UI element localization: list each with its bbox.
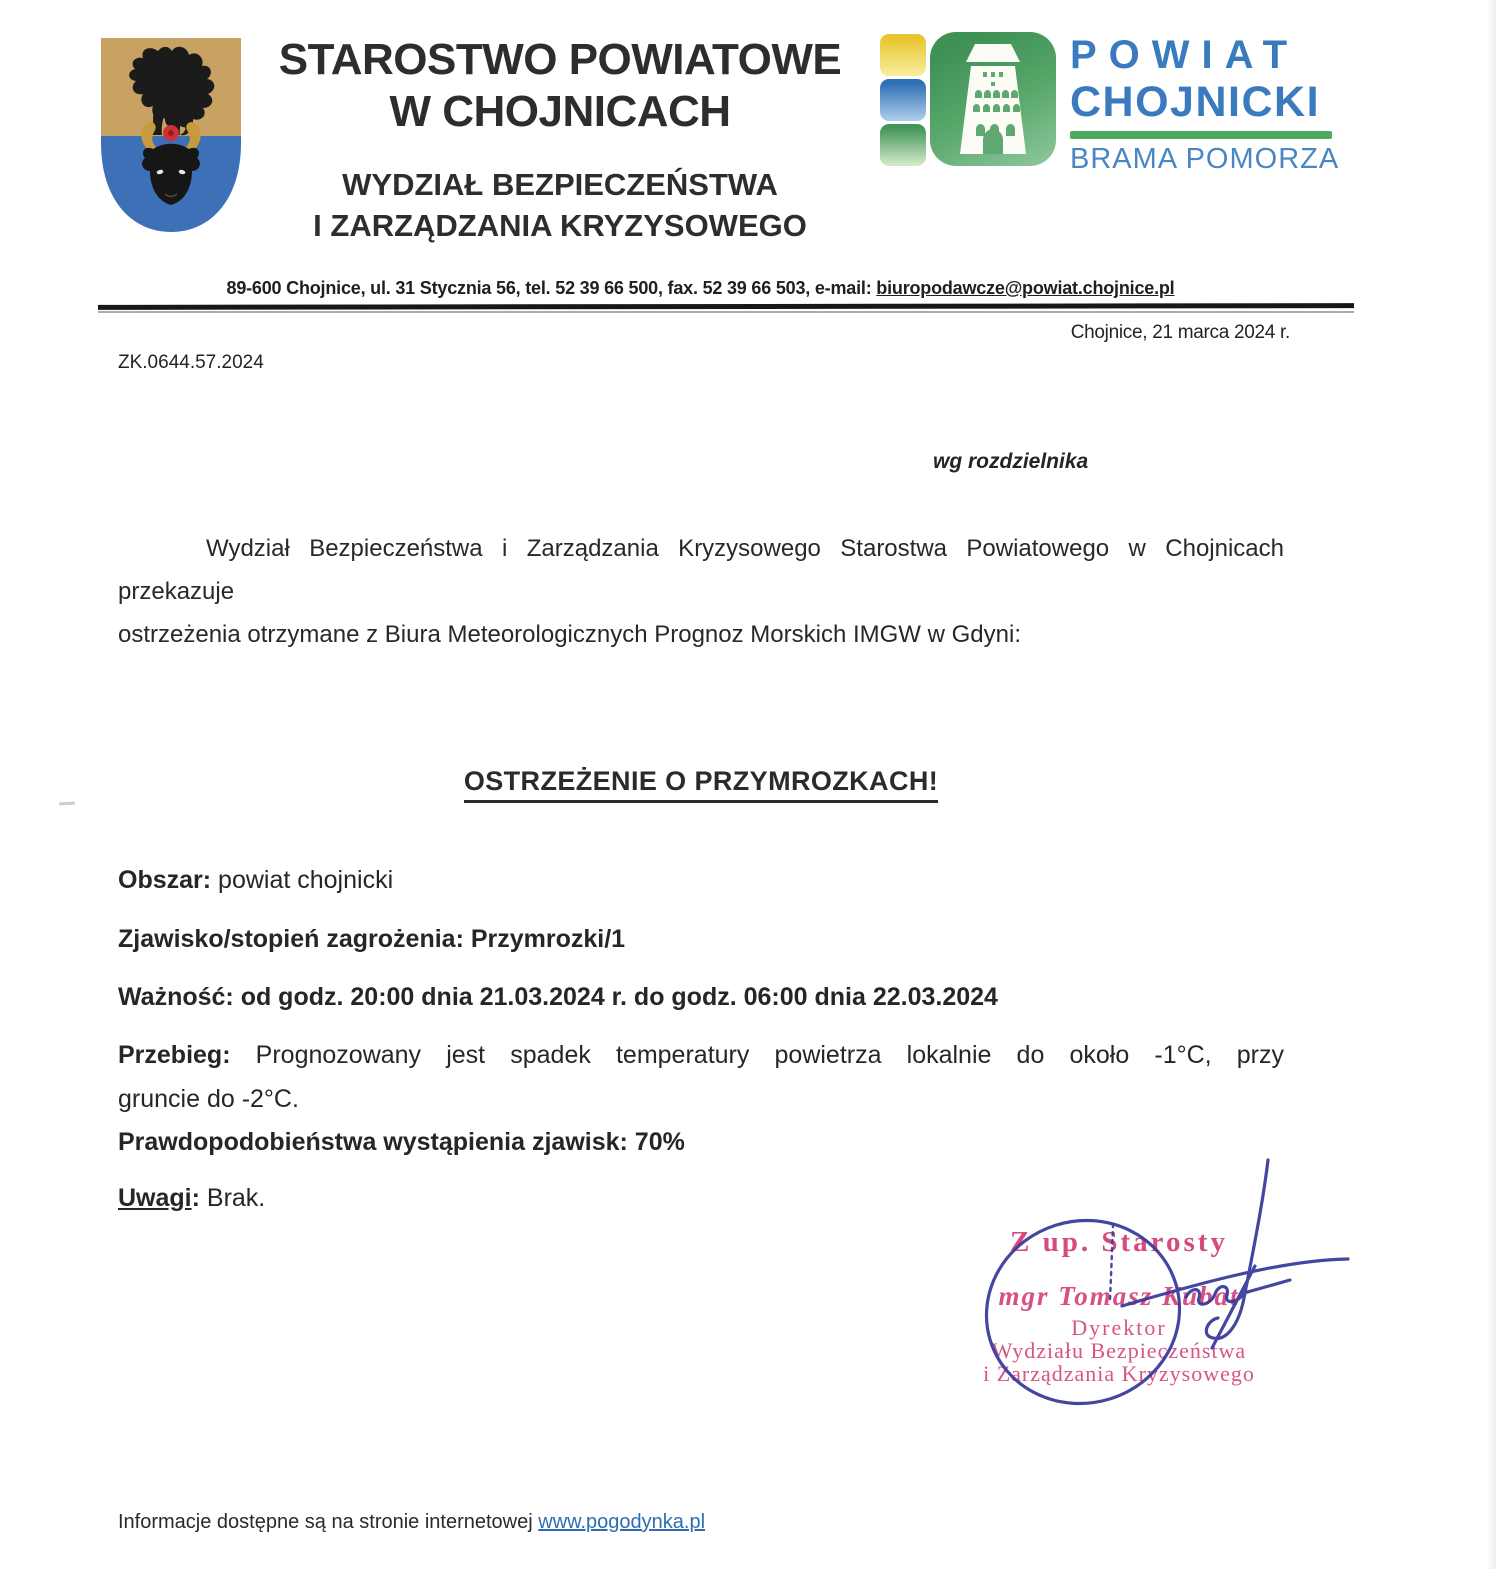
gate-tower-icon xyxy=(930,32,1056,166)
department-name xyxy=(290,164,830,246)
detail-course-value1: Prognozowany jest spadek temperatury powietrza lokalnie do około -1°C, przy xyxy=(230,1041,1284,1069)
detail-course-line2: gruncie do -2°C. xyxy=(118,1085,299,1113)
org-name-line1: STAROSTWO POWIATOWE xyxy=(278,35,842,84)
logo-square-blue xyxy=(880,79,926,121)
header-rule xyxy=(98,303,1354,310)
detail-validity xyxy=(118,975,1284,1019)
intro-line1: Wydział Bezpieczeństwa i Zarządzania Kryzysowego Starostwa Powiatowego w Chojnicach przekazuje xyxy=(118,535,1284,605)
distribution-note: wg rozdzielnika xyxy=(933,450,1089,473)
contact-text: 89-600 Chojnice, ul. 31 Stycznia 56, tel. 52 39 66 500, fax. 52 39 66 503, e-mail: xyxy=(226,278,877,298)
detail-remarks-label: Uwagi xyxy=(118,1184,192,1212)
chojnice-county-coat-of-arms xyxy=(95,33,247,238)
detail-remarks-value: Brak. xyxy=(199,1184,266,1212)
logo-green-bar xyxy=(1070,131,1332,139)
warning-title: OSTRZEŻENIE O PRZYMROZKACH! xyxy=(118,766,1284,803)
detail-area xyxy=(118,858,1284,902)
intro-paragraph xyxy=(118,527,1284,656)
stamp-dept-line1: Wydziału Bezpieczeństwa xyxy=(991,1338,1247,1363)
header-rule-shadow xyxy=(98,311,1354,313)
stamp-position: Dyrektor xyxy=(1071,1315,1167,1340)
department-line1: WYDZIAŁ BEZPIECZEŃSTWA xyxy=(342,167,778,202)
detail-area-label: Obszar: xyxy=(118,866,212,894)
detail-course-line1 xyxy=(118,1033,1284,1077)
footer-link[interactable]: www.pogodynka.pl xyxy=(538,1511,706,1533)
logo-square-yellow xyxy=(880,34,926,76)
detail-course-label: Przebieg: xyxy=(118,1041,231,1069)
logo-tagline: BRAMA POMORZA xyxy=(1070,143,1340,175)
detail-area-value: powiat chojnicki xyxy=(211,866,394,894)
detail-validity-value: od godz. 20:00 dnia 21.03.2024 r. do godz. 06:00 dnia 22.03.2024 xyxy=(233,983,998,1011)
contact-bar xyxy=(83,278,1318,299)
detail-validity-label: Ważność: xyxy=(118,983,234,1011)
logo-color-squares xyxy=(880,34,926,169)
detail-phenomenon-value: Przymrozki/1 xyxy=(463,925,626,953)
logo-wordmark xyxy=(1070,32,1350,176)
logo-square-green xyxy=(880,124,926,166)
logo-gate-tower-tile xyxy=(930,32,1056,166)
scan-edge-shadow xyxy=(1486,0,1496,1569)
detail-phenomenon-label: Zjawisko/stopień zagrożenia: xyxy=(118,925,464,953)
department-line2: I ZARZĄDZANIA KRYZYSOWEGO xyxy=(313,208,807,243)
case-number: ZK.0644.57.2024 xyxy=(118,352,264,373)
detail-probability-value: 70% xyxy=(627,1128,685,1156)
detail-remarks-colon: : xyxy=(191,1184,200,1212)
detail-course xyxy=(118,1033,1284,1121)
contact-email: biuropodawcze@powiat.chojnice.pl xyxy=(876,278,1175,298)
detail-probability-label: Prawdopodobieństwa wystąpienia zjawisk: xyxy=(118,1128,628,1156)
footer-note xyxy=(118,1511,705,1534)
place-and-date: Chojnice, 21 marca 2024 r. xyxy=(1070,322,1290,343)
scan-artifact-dash xyxy=(59,802,75,806)
handwritten-signature-ink xyxy=(950,1140,1390,1440)
logo-subtitle: CHOJNICKI xyxy=(1070,78,1321,126)
intro-line2: ostrzeżenia otrzymane z Biura Meteorologicznych Prognoz Morskich IMGW w Gdyni: xyxy=(118,621,1021,648)
stamp-dept-line2: i Zarządzania Kryzysowego xyxy=(983,1361,1255,1386)
detail-phenomenon xyxy=(118,917,1284,961)
logo-title: POWIAT xyxy=(1070,33,1300,77)
org-name-line2: W CHOJNICACH xyxy=(389,87,731,136)
org-name xyxy=(270,34,850,138)
footer-text: Informacje dostępne są na stronie internetowej xyxy=(118,1511,539,1533)
stamp-authorization: Z up. Starosty xyxy=(1010,1226,1228,1258)
stamp-name: mgr Tomasz Kubat xyxy=(998,1281,1240,1311)
